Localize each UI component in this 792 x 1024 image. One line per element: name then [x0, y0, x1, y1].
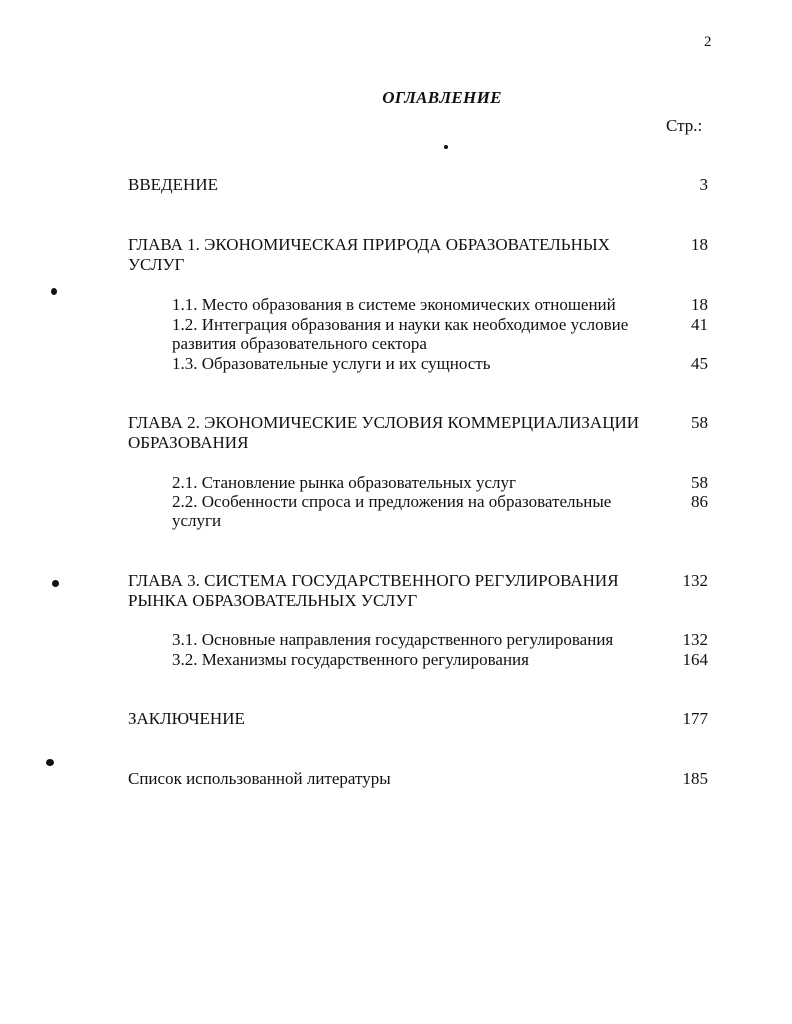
toc-entry-introduction [128, 175, 708, 197]
toc-entry-conclusion [128, 709, 708, 731]
scan-speck [444, 145, 448, 149]
entry-page: 185 [682, 769, 708, 788]
toc-entry-chapter-2 [128, 413, 708, 457]
entry-text: Список использованной литературы [128, 769, 391, 788]
entry-page: 86 [691, 492, 708, 511]
toc-entry-section-2-2 [172, 492, 708, 532]
toc-entry-section-1-3 [172, 354, 708, 374]
entry-text: 1.3. Образовательные услуги и их сущность [172, 354, 491, 373]
toc-entry-section-1-1 [172, 295, 708, 315]
entry-page: 3 [699, 175, 708, 194]
toc-entry-section-2-1 [172, 473, 708, 493]
toc-entry-section-3-1 [172, 630, 708, 650]
entry-text: ГЛАВА 2. ЭКОНОМИЧЕСКИЕ УСЛОВИЯ КОММЕРЦИАЛИЗАЦИИ ОБРАЗОВАНИЯ [128, 413, 640, 452]
entry-text: ГЛАВА 3. СИСТЕМА ГОСУДАРСТВЕННОГО РЕГУЛИРОВАНИЯ РЫНКА ОБРАЗОВАТЕЛЬНЫХ УСЛУГ [128, 571, 619, 610]
entry-text: 1.2. Интеграция образования и науки как необходимое условие развития образовательного сектора [172, 315, 629, 353]
entry-page: 58 [691, 413, 708, 432]
entry-text: 3.1. Основные направления государственного регулирования [172, 630, 614, 649]
toc-entry-section-1-2 [172, 315, 708, 355]
entry-page: 164 [682, 650, 708, 669]
entry-page: 18 [691, 295, 708, 314]
entry-text: 1.1. Место образования в системе экономических отношений [172, 295, 616, 314]
scan-speck [46, 759, 54, 766]
scan-speck [52, 580, 59, 587]
entry-page: 41 [691, 315, 708, 334]
toc-entry-chapter-1 [128, 235, 708, 279]
entry-page: 18 [691, 235, 708, 254]
page-number: 2 [704, 34, 712, 50]
toc-entry-chapter-3 [128, 571, 708, 615]
entry-page: 58 [691, 473, 708, 492]
entry-page: 132 [682, 630, 708, 649]
entry-text: ЗАКЛЮЧЕНИЕ [128, 709, 245, 728]
entry-text: 3.2. Механизмы государственного регулирования [172, 650, 529, 669]
entry-text: ВВЕДЕНИЕ [128, 175, 218, 194]
toc-title: ОГЛАВЛЕНИЕ [382, 88, 502, 107]
entry-text: 2.1. Становление рынка образовательных услуг [172, 473, 516, 492]
scan-speck [51, 288, 57, 295]
toc-entry-references [128, 769, 708, 791]
toc-entry-section-3-2 [172, 650, 708, 670]
entry-text: 2.2. Особенности спроса и предложения на образовательные услуги [172, 492, 612, 530]
entry-page: 132 [682, 571, 708, 590]
page-column-header: Стр.: [666, 116, 703, 135]
entry-page: 45 [691, 354, 708, 373]
entry-text: ГЛАВА 1. ЭКОНОМИЧЕСКАЯ ПРИРОДА ОБРАЗОВАТЕЛЬНЫХ УСЛУГ [128, 235, 610, 274]
entry-page: 177 [682, 709, 708, 728]
